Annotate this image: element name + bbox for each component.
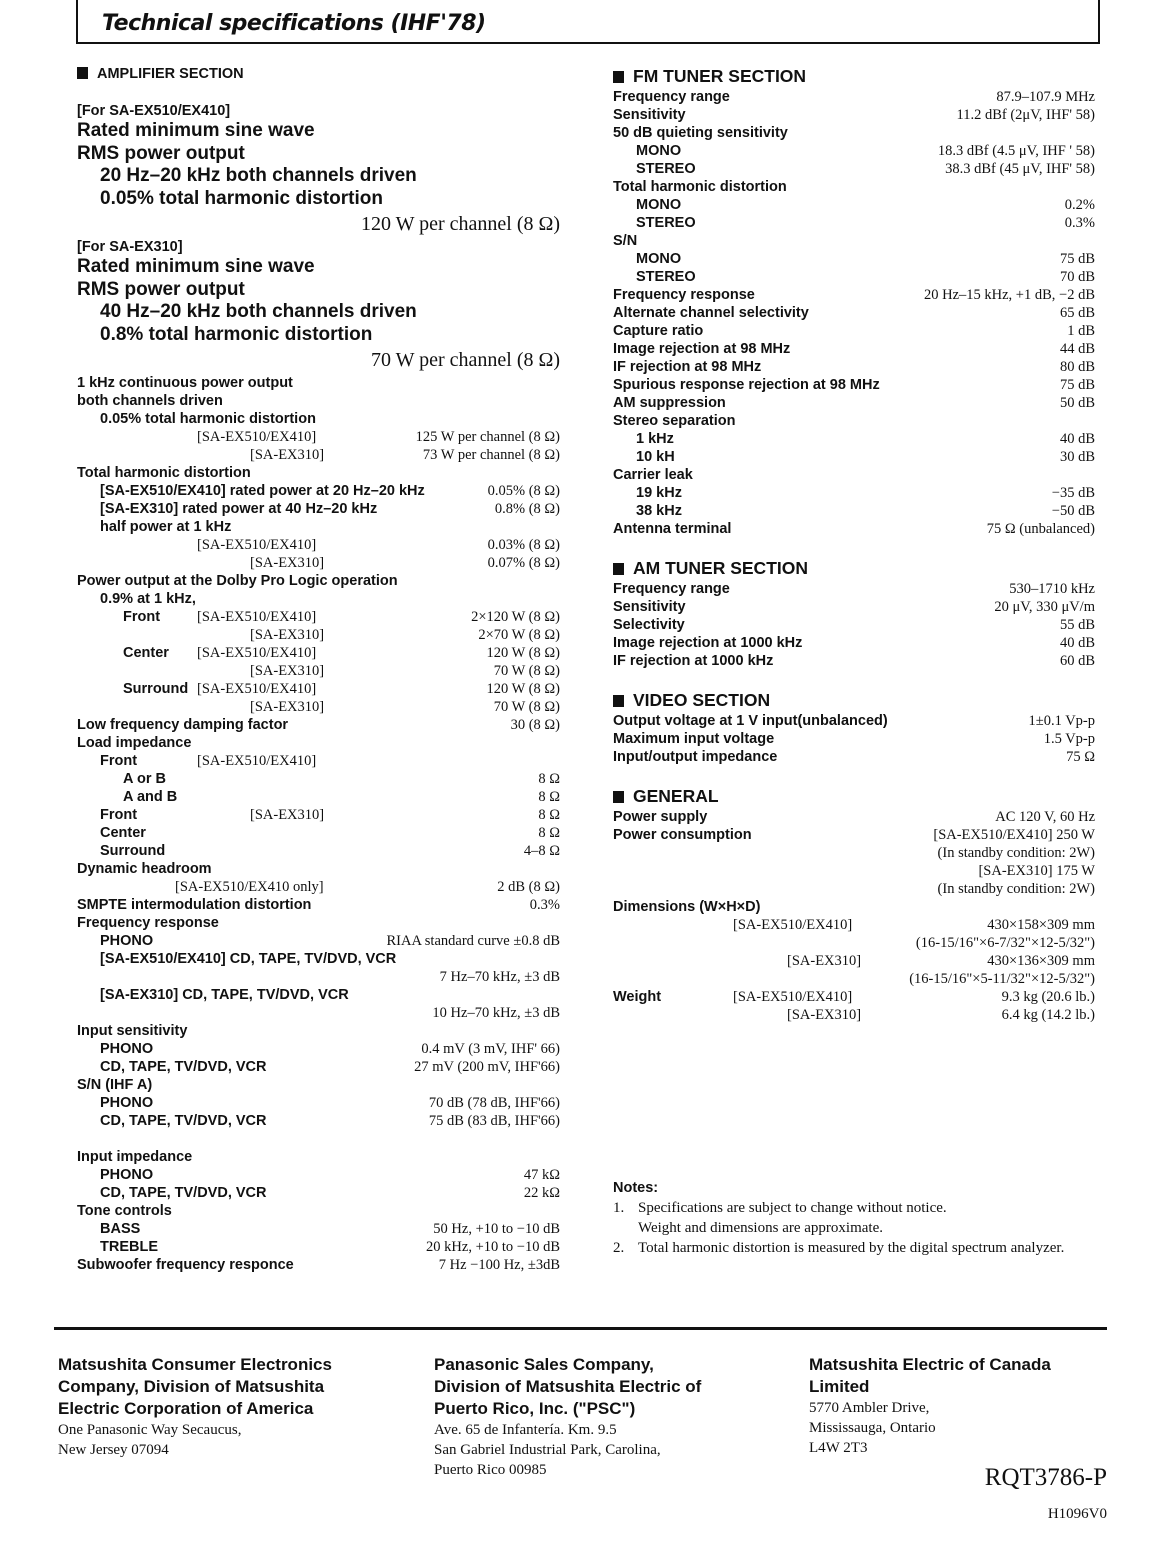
spec-row: 1 kHz continuous power output — [77, 375, 293, 391]
spec-row: (In standby condition: 2W) — [937, 845, 1095, 861]
spec-row: 0.05% total harmonic distortion — [100, 411, 316, 427]
spec-row: Front [SA-EX510/EX410] — [100, 753, 317, 769]
spec-row: Power output at the Dolby Pro Logic operation — [77, 573, 398, 589]
spec-label: Frequency range — [613, 581, 730, 597]
spec-row: S/N (IHF A) — [77, 1077, 153, 1093]
spec-row — [613, 598, 1095, 616]
spec-row: Low frequency damping factor 30 (8 Ω) — [77, 717, 560, 733]
spec-row: half power at 1 kHz — [100, 519, 232, 535]
spec-row: [SA-EX310] 430×136×309 mm — [787, 953, 1095, 969]
spec-value: 60 dB — [1059, 653, 1095, 669]
spec-row: Power supply AC 120 V, 60 Hz — [613, 809, 1095, 825]
spec-row: RMS power output — [77, 142, 245, 164]
spec-row — [613, 322, 1095, 340]
spec-row — [613, 394, 1095, 412]
footer-company-canada: Matsushita Electric of Canada Limited 5770 Ambler Drive, Mississauga, Ontario L4W 2T3 — [809, 1355, 1051, 1456]
spec-row — [613, 616, 1095, 634]
spec-row: [SA-EX310] 70 W (8 Ω) — [250, 663, 560, 679]
spec-label: Total harmonic distortion — [613, 179, 787, 195]
page-title: Technical specifications (IHF'78) — [102, 11, 486, 36]
title-frame — [76, 0, 1100, 44]
spec-row: Power consumption [SA-EX510/EX410] 250 W — [613, 827, 1095, 843]
spec-row: [SA-EX510/EX410] rated power at 20 Hz–20 kHz 0.05% (8 Ω) — [100, 483, 560, 499]
spec-value: 40 dB — [1059, 635, 1095, 651]
video-list — [613, 712, 1095, 766]
spec-row — [613, 340, 1095, 358]
amplifier-section — [77, 64, 560, 1274]
spec-row — [613, 412, 1095, 430]
spec-row: [SA-EX310] 175 W — [978, 863, 1095, 879]
spec-label: Stereo separation — [613, 413, 736, 429]
spec-label: 10 kH — [636, 449, 675, 465]
spec-row — [613, 652, 1095, 670]
spec-row: Rated minimum sine wave — [77, 120, 315, 141]
spec-row: CD, TAPE, TV/DVD, VCR 22 kΩ — [100, 1185, 560, 1201]
spec-label: 50 dB quieting sensitivity — [613, 125, 788, 141]
spec-label: STEREO — [636, 269, 696, 285]
spec-row — [613, 160, 1095, 178]
spec-row: 0.9% at 1 kHz, — [100, 591, 196, 607]
spec-row: A or B 8 Ω — [123, 771, 560, 787]
square-bullet-icon — [77, 67, 88, 79]
spec-row: Front [SA-EX510/EX410] 2×120 W (8 Ω) — [123, 609, 560, 625]
spec-value: 1±0.1 Vp-p — [1028, 713, 1095, 729]
spec-row: CD, TAPE, TV/DVD, VCR 27 mV (200 mV, IHF'66) — [100, 1059, 560, 1075]
spec-row — [613, 178, 1095, 196]
spec-row — [613, 712, 1095, 730]
spec-value: 38.3 dBf (45 μV, IHF' 58) — [945, 161, 1095, 177]
spec-row — [613, 448, 1095, 466]
spec-label: Image rejection at 98 MHz — [613, 341, 791, 357]
spec-row: (16-15/16"×5-11/32"×12-5/32") — [909, 971, 1095, 987]
spec-row: PHONO RIAA standard curve ±0.8 dB — [100, 933, 560, 949]
spec-row: [SA-EX510/EX410] 430×158×309 mm — [733, 917, 1095, 933]
spec-value: 55 dB — [1059, 617, 1095, 633]
spec-row: [SA-EX310] rated power at 40 Hz–20 kHz 0.8% (8 Ω) — [100, 501, 560, 517]
spec-row: PHONO 47 kΩ — [100, 1167, 560, 1183]
spec-value: 50 dB — [1059, 395, 1095, 411]
spec-row — [613, 730, 1095, 748]
spec-label: Input/output impedance — [613, 749, 778, 765]
tuner-video-general-sections — [613, 64, 1095, 1024]
video-heading: VIDEO SECTION — [613, 688, 1095, 712]
spec-row: Center [SA-EX510/EX410] 120 W (8 Ω) — [123, 645, 560, 661]
spec-label: S/N — [613, 233, 638, 249]
spec-row: A and B 8 Ω — [123, 789, 560, 805]
spec-label: MONO — [636, 251, 682, 267]
spec-value: 75 Ω — [1066, 749, 1095, 765]
spec-label: MONO — [636, 143, 682, 159]
spec-label: Frequency response — [613, 287, 755, 303]
spec-value: 75 dB — [1059, 251, 1095, 267]
spec-row: both channels driven — [77, 393, 223, 409]
spec-row: Subwoofer frequency responce 7 Hz −100 Hz, ±3dB — [77, 1257, 560, 1273]
spec-row — [613, 88, 1095, 106]
spec-value: 1.5 Vp-p — [1043, 731, 1095, 747]
note-item-continued: Weight and dimensions are approximate. — [638, 1220, 883, 1236]
note-item: 2. Total harmonic distortion is measured by the digital spectrum analyzer. — [613, 1240, 1065, 1256]
spec-value: 0.2% — [1064, 197, 1095, 213]
spec-label: AM suppression — [613, 395, 726, 411]
spec-row: 7 Hz–70 kHz, ±3 dB — [439, 969, 560, 985]
spec-label: Carrier leak — [613, 467, 693, 483]
spec-label: Sensitivity — [613, 599, 686, 615]
fm-tuner-heading: FM TUNER SECTION — [613, 64, 1095, 88]
spec-row — [613, 142, 1095, 160]
spec-row: [For SA-EX510/EX410] — [77, 103, 231, 119]
fm-tuner-list — [613, 88, 1095, 538]
notes-heading: Notes: — [613, 1180, 659, 1196]
spec-row — [613, 502, 1095, 520]
general-heading: GENERAL — [613, 784, 1095, 808]
spec-label: Alternate channel selectivity — [613, 305, 809, 321]
spec-row: Load impedance — [77, 735, 192, 751]
spec-row — [613, 634, 1095, 652]
spec-row: TREBLE 20 kHz, +10 to −10 dB — [100, 1239, 560, 1255]
spec-row: 10 Hz–70 kHz, ±3 dB — [432, 1005, 560, 1021]
spec-value: 20 μV, 330 μV/m — [994, 599, 1095, 615]
spec-value: 18.3 dBf (4.5 μV, IHF ' 58) — [937, 143, 1095, 159]
spec-row: [SA-EX310] 0.07% (8 Ω) — [250, 555, 560, 571]
spec-row: Dimensions (W×H×D) — [613, 899, 761, 915]
spec-value: 65 dB — [1059, 305, 1095, 321]
spec-value: −35 dB — [1051, 485, 1095, 501]
spec-row — [613, 466, 1095, 484]
spec-row: [SA-EX510/EX410] 0.03% (8 Ω) — [197, 537, 560, 553]
note-item: 1. Specifications are subject to change without notice. — [613, 1200, 947, 1216]
spec-row: Weight [SA-EX510/EX410] 9.3 kg (20.6 lb.) — [613, 989, 1095, 1005]
spec-row: [SA-EX310] 2×70 W (8 Ω) — [250, 627, 560, 643]
spec-label: 19 kHz — [636, 485, 682, 501]
spec-row: [SA-EX310] CD, TAPE, TV/DVD, VCR — [100, 987, 349, 1003]
spec-value: 530–1710 kHz — [1009, 581, 1095, 597]
amplifier-heading: AMPLIFIER SECTION — [77, 64, 560, 84]
spec-label: Frequency range — [613, 89, 730, 105]
spec-label: MONO — [636, 197, 682, 213]
spec-row: Center 8 Ω — [100, 825, 560, 841]
spec-label: Antenna terminal — [613, 521, 732, 537]
spec-row: 40 Hz–20 kHz both channels driven — [100, 301, 417, 322]
spec-row — [613, 124, 1095, 142]
square-bullet-icon — [613, 791, 624, 803]
am-tuner-heading: AM TUNER SECTION — [613, 556, 1095, 580]
spec-row: Surround [SA-EX510/EX410] 120 W (8 Ω) — [123, 681, 560, 697]
square-bullet-icon — [613, 563, 624, 575]
document-code: RQT3786-P — [984, 1464, 1107, 1491]
spec-row: 20 Hz–20 kHz both channels driven — [100, 165, 417, 186]
spec-row — [613, 748, 1095, 766]
spec-label: Maximum input voltage — [613, 731, 775, 747]
spec-row: (In standby condition: 2W) — [937, 881, 1095, 897]
spec-row: Surround 4–8 Ω — [100, 843, 560, 859]
spec-value: 75 Ω (unbalanced) — [986, 521, 1095, 537]
spec-label: Capture ratio — [613, 323, 704, 339]
spec-row: Total harmonic distortion — [77, 465, 251, 481]
spec-row: Input impedance — [77, 1149, 193, 1165]
spec-value: −50 dB — [1051, 503, 1095, 519]
spec-row — [613, 304, 1095, 322]
spec-row: [SA-EX510/EX410 only] 2 dB (8 Ω) — [175, 879, 560, 895]
spec-row: PHONO 70 dB (78 dB, IHF'66) — [100, 1095, 560, 1111]
footer-rule — [54, 1327, 1107, 1330]
footer-company-usa: Matsushita Consumer Electronics Company, Division of Matsushita Electric Corporation of America One Panasonic Way Secaucus, New Jersey 07094 — [58, 1355, 332, 1458]
spec-row: Dynamic headroom — [77, 861, 212, 877]
spec-row — [613, 196, 1095, 214]
spec-label: Selectivity — [613, 617, 685, 633]
spec-value: 20 Hz–15 kHz, +1 dB, −2 dB — [923, 287, 1095, 303]
print-code: H1096V0 — [1047, 1506, 1107, 1522]
square-bullet-icon — [613, 71, 624, 83]
spec-row — [613, 250, 1095, 268]
spec-value: 75 dB — [1059, 377, 1095, 393]
spec-label: IF rejection at 98 MHz — [613, 359, 762, 375]
spec-row — [613, 580, 1095, 598]
spec-row: (16-15/16"×6-7/32"×12-5/32") — [915, 935, 1095, 951]
square-bullet-icon — [613, 695, 624, 707]
spec-row: CD, TAPE, TV/DVD, VCR 75 dB (83 dB, IHF'66) — [100, 1113, 560, 1129]
spec-row — [613, 520, 1095, 538]
spec-row: SMPTE intermodulation distortion 0.3% — [77, 897, 560, 913]
spec-row — [613, 106, 1095, 124]
spec-row: Front [SA-EX310] 8 Ω — [100, 807, 560, 823]
spec-row: Rated minimum sine wave — [77, 256, 315, 277]
footer-company-puerto-rico: Panasonic Sales Company, Division of Matsushita Electric of Puerto Rico, Inc. ("PSC") Ave. 65 de Infantería. Km. 9.5 San Gabriel Industrial Park, Carolina, Puerto Rico 00985 — [434, 1355, 702, 1478]
spec-row — [613, 358, 1095, 376]
spec-label: IF rejection at 1000 kHz — [613, 653, 774, 669]
spec-row — [613, 484, 1095, 502]
spec-row: 120 W per channel (8 Ω) — [360, 213, 560, 235]
spec-row: [SA-EX310] 73 W per channel (8 Ω) — [250, 447, 560, 463]
spec-row — [613, 214, 1095, 232]
spec-value: 87.9–107.9 MHz — [996, 89, 1095, 105]
spec-row: [SA-EX510/EX410] 125 W per channel (8 Ω) — [197, 429, 560, 445]
spec-row: [SA-EX310] 6.4 kg (14.2 lb.) — [787, 1007, 1095, 1023]
spec-row: [SA-EX510/EX410] CD, TAPE, TV/DVD, VCR — [100, 951, 397, 967]
am-tuner-list — [613, 580, 1095, 670]
spec-row — [613, 286, 1095, 304]
spec-label: 38 kHz — [636, 503, 682, 519]
spec-row: Input sensitivity — [77, 1023, 188, 1039]
spec-value: 70 dB — [1059, 269, 1095, 285]
spec-label: Output voltage at 1 V input(unbalanced) — [613, 713, 888, 729]
spec-value: 11.2 dBf (2μV, IHF' 58) — [956, 107, 1095, 123]
spec-value: 30 dB — [1059, 449, 1095, 465]
spec-row: 70 W per channel (8 Ω) — [370, 349, 560, 371]
spec-label: STEREO — [636, 161, 696, 177]
spec-row: Tone controls — [77, 1203, 172, 1219]
spec-value: 44 dB — [1059, 341, 1095, 357]
spec-row — [613, 430, 1095, 448]
spec-value: 40 dB — [1059, 431, 1095, 447]
spec-value: 1 dB — [1067, 323, 1095, 339]
spec-row — [613, 268, 1095, 286]
spec-value: 80 dB — [1059, 359, 1095, 375]
spec-row: 0.8% total harmonic distortion — [100, 323, 373, 345]
spec-value: 0.3% — [1064, 215, 1095, 231]
spec-label: Image rejection at 1000 kHz — [613, 635, 803, 651]
spec-row: BASS 50 Hz, +10 to −10 dB — [100, 1221, 560, 1237]
spec-row: Frequency response — [77, 915, 219, 931]
spec-row: [SA-EX310] 70 W (8 Ω) — [250, 699, 560, 715]
spec-row: [For SA-EX310] — [77, 239, 183, 255]
spec-label: Spurious response rejection at 98 MHz — [613, 377, 880, 393]
spec-row: PHONO 0.4 mV (3 mV, IHF' 66) — [100, 1041, 560, 1057]
spec-label: STEREO — [636, 215, 696, 231]
spec-row: RMS power output — [77, 278, 245, 300]
notes — [613, 1178, 1097, 1258]
spec-row — [613, 376, 1095, 394]
spec-label: 1 kHz — [636, 431, 674, 447]
spec-row — [613, 232, 1095, 250]
spec-row: 0.05% total harmonic distortion — [100, 187, 383, 209]
spec-label: Sensitivity — [613, 107, 686, 123]
